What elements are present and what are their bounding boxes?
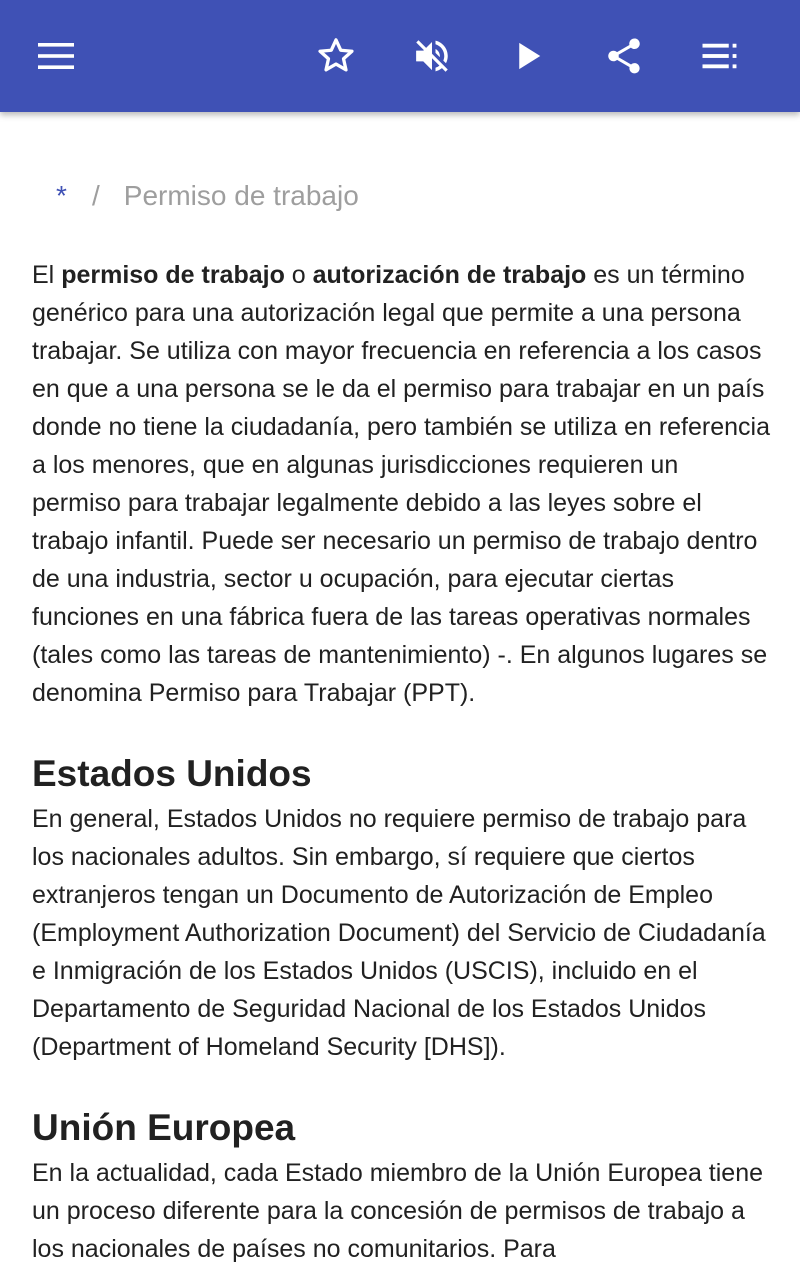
- intro-bold-term: permiso de trabajo: [61, 261, 285, 289]
- section-heading-estados-unidos: Estados Unidos: [32, 753, 312, 794]
- intro-bold-term: autorización de trabajo: [312, 261, 587, 289]
- article-content[interactable]: [0, 112, 800, 1280]
- article-body: [32, 256, 772, 1268]
- star-outline-icon[interactable]: [304, 24, 368, 88]
- section-heading-union-europea: Unión Europea: [32, 1107, 296, 1148]
- play-icon[interactable]: [496, 24, 560, 88]
- section-body-union-europea: En la actualidad, cada Estado miembro de la Unión Europea tiene un proceso diferente para la concesión de permisos de trabajo a los nacionales de países no comunitarios. Para: [32, 1159, 764, 1263]
- intro-paragraph: [32, 256, 772, 712]
- intro-text: es un término genérico para una autorización legal que permite a una persona trabajar. Se utiliza con mayor frecuencia en referencia a los casos en que a una persona se le da el permiso para trabajar en un país donde no tiene la ciudadanía, pero también se utiliza en referencia a los menores, que en algunas jurisdicciones requieren un permiso para trabajar legalmente debido a las leyes sobre el trabajo infantil. Puede ser necesario un permiso de trabajo dentro de una industria, sector u ocupación, para ejecutar ciertas funciones en una fábrica fuera de las tareas operativas normales (tales como las tareas de mantenimiento) -. En algunos lugares se denomina Permiso para Trabajar (PPT).: [32, 261, 771, 707]
- breadcrumb-home-link[interactable]: *: [56, 180, 67, 211]
- breadcrumb-current: Permiso de trabajo: [123, 180, 359, 211]
- intro-text: o: [284, 261, 313, 289]
- volume-off-icon[interactable]: [400, 24, 464, 88]
- list-icon[interactable]: [688, 24, 752, 88]
- breadcrumb-separator: /: [92, 180, 100, 211]
- intro-text: El: [32, 261, 62, 289]
- breadcrumb: [56, 180, 359, 212]
- share-icon[interactable]: [592, 24, 656, 88]
- hamburger-menu-icon[interactable]: [24, 24, 88, 88]
- app-bar: [0, 0, 800, 112]
- section-body-estados-unidos: En general, Estados Unidos no requiere permiso de trabajo para los nacionales adultos. Sin embargo, sí requiere que ciertos extranjeros tengan un Documento de Autorización de Empleo (Employment Authorization Document) del Servicio de Ciudadanía e Inmigración de los Estados Unidos (USCIS), incluido en el Departamento de Seguridad Nacional de los Estados Unidos (Department of Homeland Security [DHS]).: [32, 805, 766, 1061]
